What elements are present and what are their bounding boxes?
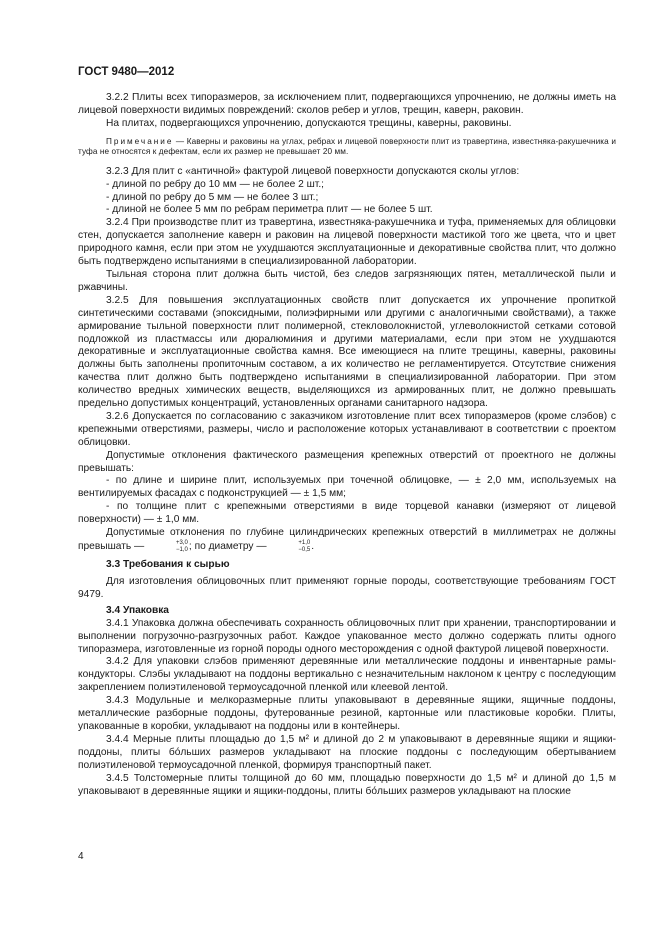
paragraph-hole-tolerance: Допустимые отклонения по глубине цилиндрических крепежных отверстий в миллиметрах не должны превышать — +3,0 −1,0 ; по диаметру — +1,0 −0,5 . [78, 527, 616, 553]
paragraph-3-2-2: 3.2.2 Плиты всех типоразмеров, за исключением плит, подвергающихся упрочнению, не должны иметь на лицевой поверхности видимых повреждений: сколов ребер и углов, трещин, каверн, раковин. [78, 92, 616, 116]
list-item: - по длине и ширине плит, используемых при точечной облицовке, — ± 2,0 мм, используемых на вентилируемых фасадах с подконструкцией — ± 1,5 мм; [78, 475, 616, 500]
list-item: - по толщине плит с крепежными отверстиями в виде торцевой канавки (измеряют от лицевой поверхности) — ± 1,0 мм. [78, 501, 616, 526]
depth-tolerance: +3,0 −1,0 [176, 540, 188, 553]
section-heading-3-3: 3.3 Требования к сырью [106, 559, 230, 571]
paragraph-3-4-4: 3.4.4 Мерные плиты площадью до 1,5 м² и длиной до 2 м упаковывают в деревянные ящики и ящики-поддоны, плиты бо́льших размеров укладывают на плоские поддоны с последующим обертыванием полиэтиленовой термоусадочной пленкой, формируя транспортный пакет. [78, 733, 616, 771]
paragraph-3-2-3: 3.2.3 Для плит с «античной» фактурой лицевой поверхности допускаются сколы углов: [106, 165, 520, 177]
document-body [78, 92, 616, 798]
paragraph-3-2-6-tolerances: Допустимые отклонения фактического размещения крепежных отверстий от проектного не должны превышать: [78, 449, 616, 474]
paragraph-3-2-5: 3.2.5 Для повышения эксплуатационных свойств плит допускается их упрочнение пропиткой синтетическими составами (эпоксидными, полиэфирными или другими с аналогичными свойствами), а также армирование тыльной поверхности плит полимерной, стекловолокнистой, углеволокнистой сетками сотовой подложкой из пластмассы или дюралюминия и другими материалами, если при этом не ухудшаются декоративные и эксплуатационные свойства камня. Все имеющиеся на плите трещины, каверны, раковины должны быть заполнены пропиточным составом, а их количество не регламентируется. Отсутствие снижения качества плит должно быть подтверждено испытаниями в специализированной лаборатории. При этом количество вредных химических веществ, выделяющихся из армированных плит, не должно превышать предельно допустимых концентраций, установленных органами санитарного надзора. [78, 294, 616, 410]
paragraph-3-2-2-cont: На плитах, подвергающихся упрочнению, допускаются трещины, каверны, раковины. [106, 117, 512, 129]
document-header: ГОСТ 9480—2012 [78, 66, 175, 78]
note-text: — Каверны и раковины на углах, ребрах и лицевой поверхности плит из травертина, известняка-ракушечника и туфа не относятся к дефектам, если их размер не превышает 20 мм. [78, 136, 616, 157]
paragraph-3-4-1: 3.4.1 Упаковка должна обеспечивать сохранность облицовочных плит при хранении, транспортировании и выполнении погрузочно-разгрузочных работ. Каждое упакованное место должно содержать плиты одного типоразмера, изготовленные из горной породы одного месторождения с одной фактурой лицевой поверхности. [78, 617, 616, 655]
diameter-tolerance: +1,0 −0,5 [298, 540, 311, 553]
note [78, 137, 616, 158]
paragraph-3-2-4: 3.2.4 При производстве плит из травертина, известняка-ракушечника и туфа, применяемых для облицовки стен, допускается заполнение каверн и раковин на лицевой поверхности мастикой того же цвета, что и цвет природного камня, если при этом не ухудшаются эксплуатационные и декоративные свойства плит, что должно быть подтверждено испытаниями в специализированной лаборатории. [78, 217, 616, 268]
paragraph-3-2-4-cont: Тыльная сторона плит должна быть чистой, без следов загрязняющих пятен, металлической пыли и ржавчины. [78, 268, 616, 293]
page-number: 4 [78, 851, 84, 862]
paragraph-3-4-2: 3.4.2 Для упаковки слэбов применяют деревянные или металлические поддоны и инвентарные рамы-кондукторы. Слэбы укладывают на поддоны вертикально с незначительным наклоном к центру с последующим закреплением полиэтиленовой термоусадочной пленкой или клеевой лентой. [78, 656, 616, 694]
list-item: - длиной по ребру до 10 мм — не более 2 шт.; [106, 178, 324, 190]
paragraph-3-2-6: 3.2.6 Допускается по согласованию с заказчиком изготовление плит всех типоразмеров (кроме слэбов) с крепежными отверстиями, размеры, число и расположение которых устанавливают в соответствии с проектом облицовки. [78, 410, 616, 448]
paragraph-3-3: Для изготовления облицовочных плит применяют горные породы, соответствующие требованиям ГОСТ 9479. [78, 576, 616, 600]
list-item: - длиной не более 5 мм по ребрам периметра плит — не более 5 шт. [106, 204, 433, 216]
paragraph-3-4-3: 3.4.3 Модульные и мелкоразмерные плиты упаковывают в деревянные ящики, ящичные поддоны, металлические разборные поддоны, футерованные резиной, картонные или пластиковые коробки. Плиты, упакованные в коробки, укладывают на поддоны или в контейнеры. [78, 695, 616, 732]
list-item: - длиной по ребру до 5 мм — не более 3 шт.; [106, 191, 319, 203]
note-label: Примечание [106, 136, 174, 146]
section-heading-3-4: 3.4 Упаковка [106, 604, 169, 616]
paragraph-3-4-5: 3.4.5 Толстомерные плиты толщиной до 60 мм, площадью поверхности до 1,5 м² и длиной до 1,5 м упаковывают в деревянные ящики и ящики-поддоны, плиты бо́льших размеров укладывают на плоские [78, 772, 616, 797]
